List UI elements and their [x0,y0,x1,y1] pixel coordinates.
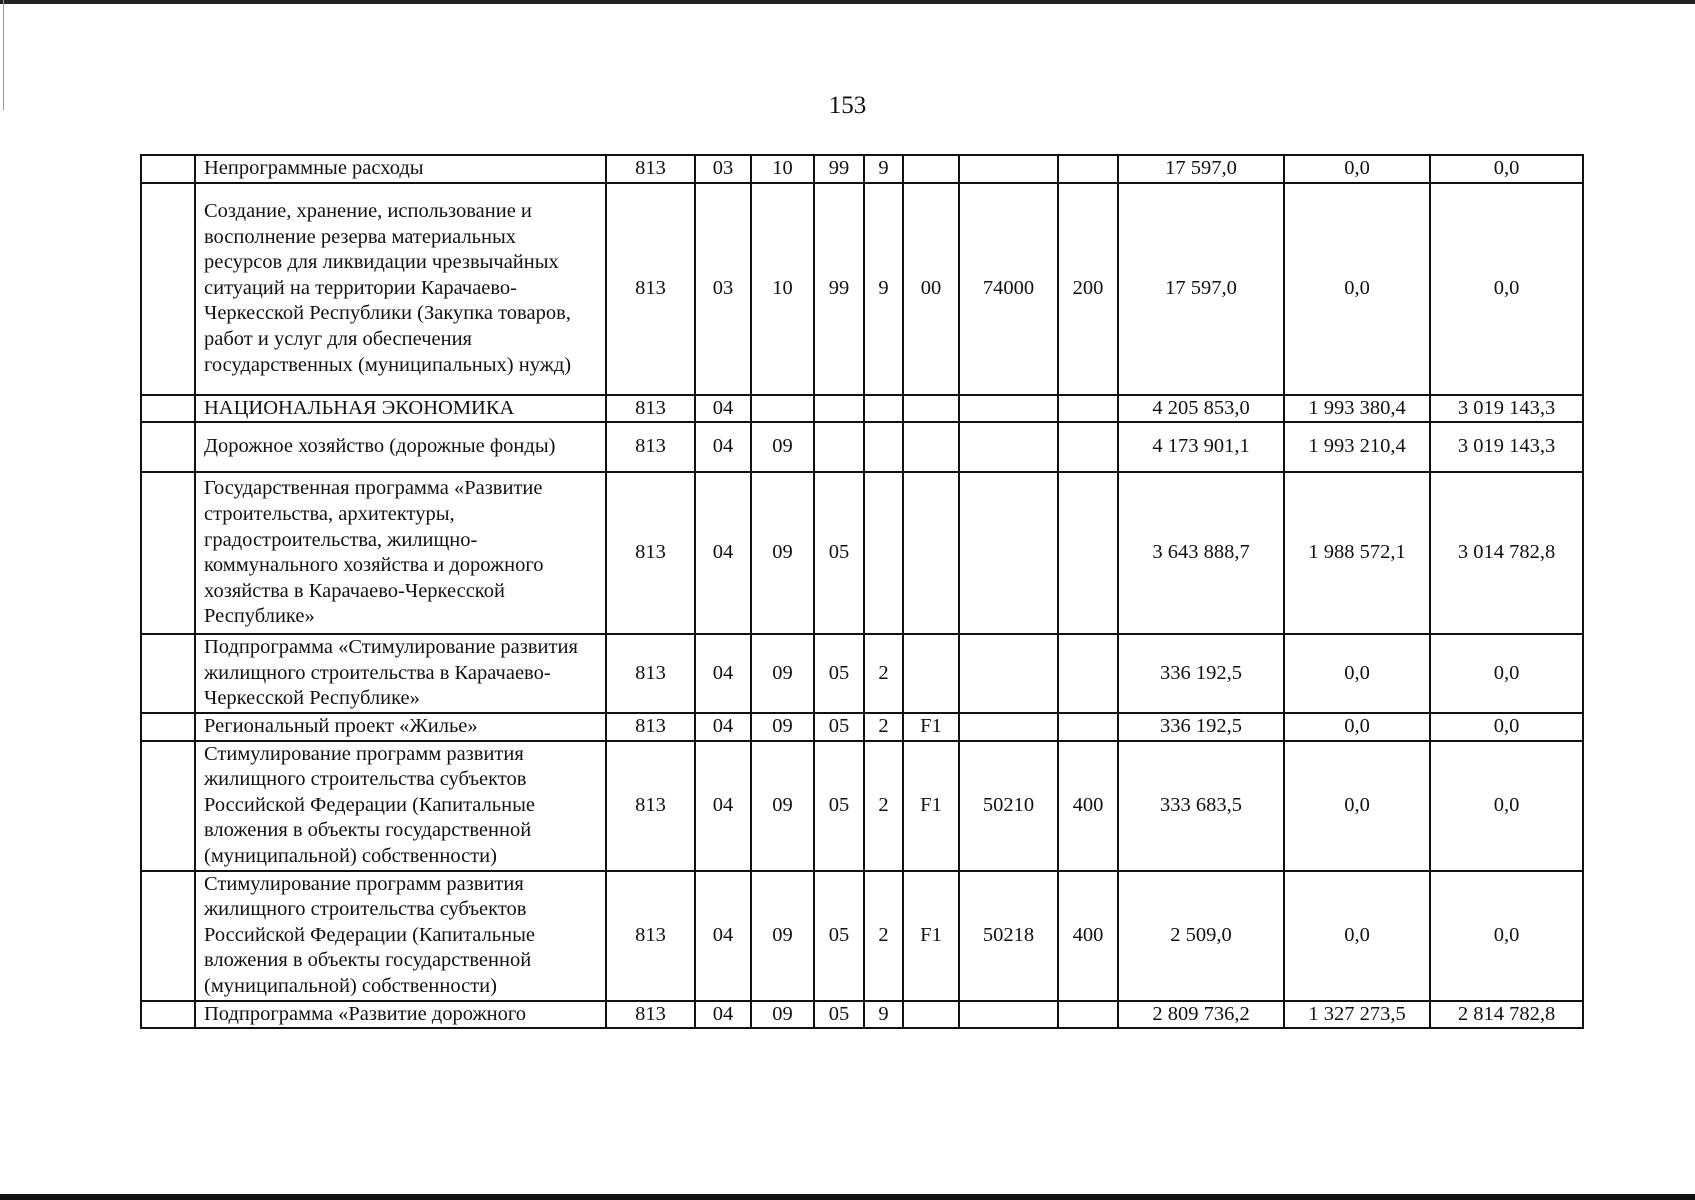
expense-type-code [1058,422,1118,472]
table-body [141,155,1583,1028]
table-row [141,472,1583,634]
row-index-cell [141,155,195,183]
amount-year-1: 4 205 853,0 [1118,395,1284,423]
expense-direction-code: 74000 [959,183,1058,395]
subprogram-code: 9 [864,155,903,183]
subprogram-code [864,472,903,634]
amount-year-1: 333 683,5 [1118,741,1284,871]
table-row [141,741,1583,871]
program-code: 05 [814,472,864,634]
direction-code [903,634,959,713]
row-index-cell [141,472,195,634]
amount-year-1: 2 509,0 [1118,871,1284,1001]
expense-type-code [1058,1001,1118,1029]
subprogram-code: 2 [864,634,903,713]
section-code: 04 [695,422,751,472]
subsection-code: 10 [751,155,814,183]
admin-code: 813 [606,395,695,423]
admin-code: 813 [606,472,695,634]
amount-year-2: 0,0 [1284,741,1430,871]
expense-type-code [1058,713,1118,741]
row-name: Государственная программа «Развитие строительства, архитектуры, градостроительства, жилищно-коммунального хозяйства и дорожного хозяйства в Карачаево-Черкесской Республике» [195,472,606,634]
section-code: 03 [695,155,751,183]
program-code: 99 [814,183,864,395]
subprogram-code: 9 [864,183,903,395]
program-code: 05 [814,871,864,1001]
section-code: 04 [695,634,751,713]
admin-code: 813 [606,713,695,741]
amount-year-1: 4 173 901,1 [1118,422,1284,472]
admin-code: 813 [606,634,695,713]
subsection-code: 09 [751,422,814,472]
expense-type-code [1058,472,1118,634]
amount-year-2: 1 988 572,1 [1284,472,1430,634]
amount-year-3: 0,0 [1430,713,1583,741]
section-code: 04 [695,395,751,423]
admin-code: 813 [606,871,695,1001]
row-index-cell [141,741,195,871]
table-row [141,422,1583,472]
amount-year-1: 336 192,5 [1118,713,1284,741]
amount-year-1: 336 192,5 [1118,634,1284,713]
expense-direction-code [959,395,1058,423]
section-code: 04 [695,472,751,634]
row-name: НАЦИОНАЛЬНАЯ ЭКОНОМИКА [195,395,606,423]
direction-code [903,472,959,634]
table-row [141,713,1583,741]
row-name: Стимулирование программ развития жилищного строительства субъектов Российской Федерации (Капитальные вложения в объекты государственной (муниципальной) собственности) [195,741,606,871]
expense-direction-code [959,634,1058,713]
direction-code: 00 [903,183,959,395]
subsection-code: 09 [751,871,814,1001]
direction-code: F1 [903,713,959,741]
section-code: 04 [695,713,751,741]
program-code [814,422,864,472]
section-code: 04 [695,741,751,871]
expense-direction-code [959,155,1058,183]
subprogram-code [864,395,903,423]
amount-year-3: 2 814 782,8 [1430,1001,1583,1029]
program-code: 05 [814,741,864,871]
subsection-code: 09 [751,1001,814,1029]
direction-code: F1 [903,871,959,1001]
budget-table [140,154,1584,1029]
amount-year-3: 3 019 143,3 [1430,395,1583,423]
row-name: Региональный проект «Жилье» [195,713,606,741]
expense-direction-code [959,472,1058,634]
section-code: 04 [695,871,751,1001]
expense-direction-code [959,422,1058,472]
table-row [141,1001,1583,1029]
program-code: 05 [814,713,864,741]
admin-code: 813 [606,422,695,472]
subsection-code: 09 [751,713,814,741]
expense-type-code [1058,395,1118,423]
row-index-cell [141,422,195,472]
section-code: 04 [695,1001,751,1029]
amount-year-3: 3 019 143,3 [1430,422,1583,472]
amount-year-2: 1 993 380,4 [1284,395,1430,423]
amount-year-2: 1 993 210,4 [1284,422,1430,472]
subsection-code: 09 [751,472,814,634]
amount-year-2: 1 327 273,5 [1284,1001,1430,1029]
table-row [141,871,1583,1001]
admin-code: 813 [606,183,695,395]
direction-code [903,1001,959,1029]
top-page-rule [0,0,1695,4]
expense-type-code [1058,634,1118,713]
amount-year-3: 0,0 [1430,155,1583,183]
direction-code: F1 [903,741,959,871]
amount-year-2: 0,0 [1284,634,1430,713]
amount-year-2: 0,0 [1284,713,1430,741]
admin-code: 813 [606,741,695,871]
amount-year-1: 3 643 888,7 [1118,472,1284,634]
expense-type-code: 400 [1058,871,1118,1001]
page-number: 153 [828,92,867,119]
row-index-cell [141,183,195,395]
amount-year-1: 17 597,0 [1118,183,1284,395]
direction-code [903,155,959,183]
row-name: Подпрограмма «Стимулирование развития жилищного строительства в Карачаево-Черкесской Республике» [195,634,606,713]
amount-year-2: 0,0 [1284,871,1430,1001]
row-index-cell [141,1001,195,1029]
row-name: Дорожное хозяйство (дорожные фонды) [195,422,606,472]
direction-code [903,395,959,423]
subsection-code [751,395,814,423]
table-row [141,155,1583,183]
program-code [814,395,864,423]
expense-type-code: 200 [1058,183,1118,395]
program-code: 05 [814,1001,864,1029]
expense-type-code: 400 [1058,741,1118,871]
subprogram-code: 9 [864,1001,903,1029]
row-index-cell [141,634,195,713]
subprogram-code: 2 [864,871,903,1001]
row-index-cell [141,871,195,1001]
amount-year-2: 0,0 [1284,155,1430,183]
admin-code: 813 [606,155,695,183]
amount-year-3: 0,0 [1430,741,1583,871]
amount-year-1: 2 809 736,2 [1118,1001,1284,1029]
subprogram-code: 2 [864,713,903,741]
table-row [141,634,1583,713]
expense-direction-code [959,713,1058,741]
row-index-cell [141,713,195,741]
table-row [141,395,1583,423]
subprogram-code [864,422,903,472]
program-code: 05 [814,634,864,713]
expense-direction-code: 50210 [959,741,1058,871]
expense-direction-code: 50218 [959,871,1058,1001]
subsection-code: 09 [751,741,814,871]
expense-type-code [1058,155,1118,183]
direction-code [903,422,959,472]
subprogram-code: 2 [864,741,903,871]
row-name: Создание, хранение, использование и восполнение резерва материальных ресурсов для ликвидации чрезвычайных ситуаций на территории Карачаево-Черкесской Республики (Закупка товаров, работ и услуг для обеспечения государственных (муниципальных) нужд) [195,183,606,395]
section-code: 03 [695,183,751,395]
amount-year-3: 0,0 [1430,871,1583,1001]
row-name: Непрограммные расходы [195,155,606,183]
subsection-code: 10 [751,183,814,395]
amount-year-3: 0,0 [1430,183,1583,395]
amount-year-2: 0,0 [1284,183,1430,395]
amount-year-1: 17 597,0 [1118,155,1284,183]
row-name: Подпрограмма «Развитие дорожного [195,1001,606,1029]
program-code: 99 [814,155,864,183]
table-row [141,183,1583,395]
bottom-page-rule [0,1194,1695,1200]
row-index-cell [141,395,195,423]
expense-direction-code [959,1001,1058,1029]
row-name: Стимулирование программ развития жилищного строительства субъектов Российской Федерации (Капитальные вложения в объекты государственной (муниципальной) собственности) [195,871,606,1001]
amount-year-3: 0,0 [1430,634,1583,713]
subsection-code: 09 [751,634,814,713]
admin-code: 813 [606,1001,695,1029]
amount-year-3: 3 014 782,8 [1430,472,1583,634]
